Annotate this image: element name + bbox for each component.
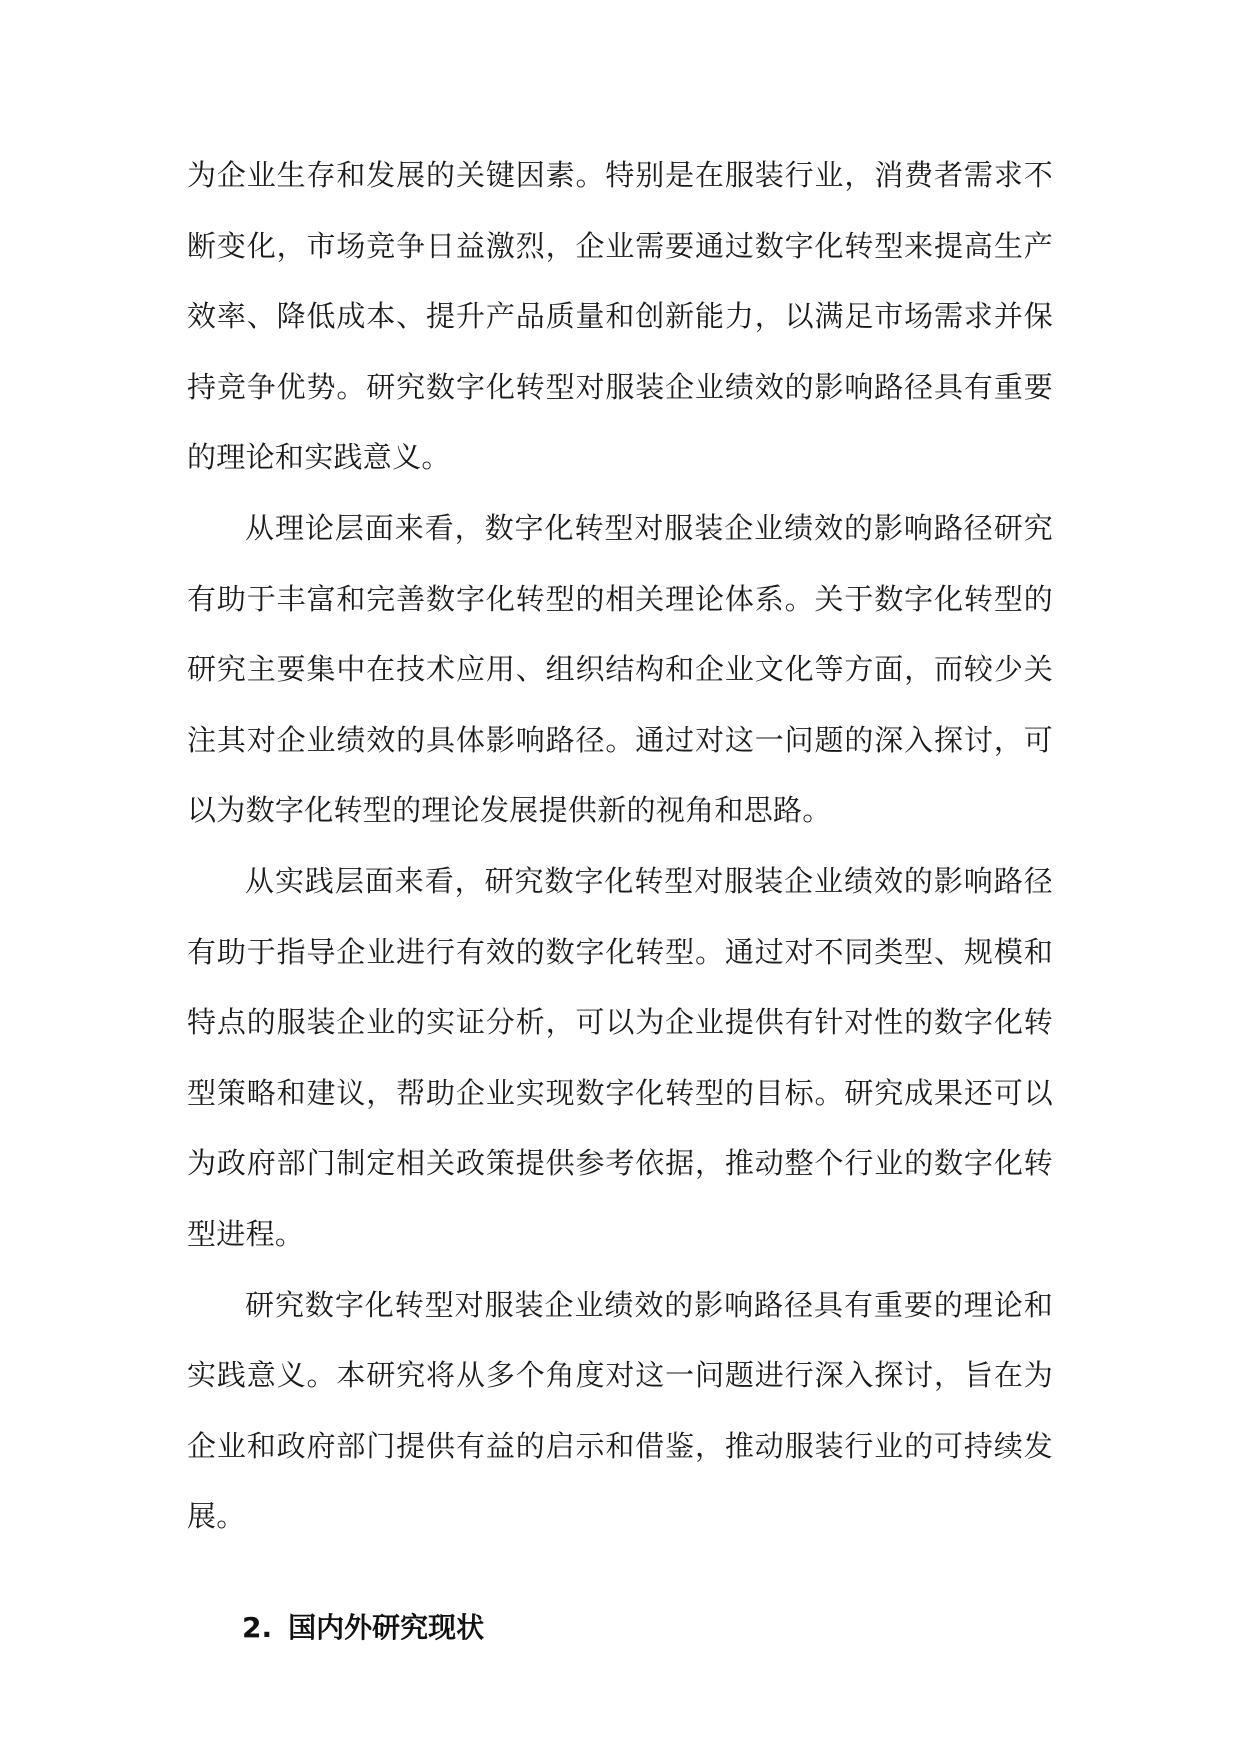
paragraph-summary: 研究数字化转型对服装企业绩效的影响路径具有重要的理论和实践意义。本研究将从多个角度对这一问题进行深入探讨，旨在为企业和政府部门提供有益的启示和借鉴，推动服装行业的可持续发展。 bbox=[187, 1287, 1053, 1534]
paragraph-continuation: 为企业生存和发展的关键因素。特别是在服装行业，消费者需求不断变化，市场竞争日益激烈，企业需要通过数字化转型来提高生产效率、降低成本、提升产品质量和创新能力，以满足市场需求并保持竞争优势。研究数字化转型对服装企业绩效的影响路径具有重要的理论和实践意义。 bbox=[187, 158, 1053, 475]
section-heading bbox=[187, 1608, 1053, 1648]
body-text bbox=[187, 140, 1053, 1648]
section-title: 国内外研究现状 bbox=[288, 1610, 485, 1644]
section-number: 2. bbox=[242, 1610, 273, 1644]
paragraph-practice: 从实践层面来看，研究数字化转型对服装企业绩效的影响路径有助于指导企业进行有效的数字化转型。通过对不同类型、规模和特点的服装企业的实证分析，可以为企业提供有针对性的数字化转型策略和建议，帮助企业实现数字化转型的目标。研究成果还可以为政府部门制定相关政策提供参考依据，推动整个行业的数字化转型进程。 bbox=[187, 863, 1053, 1251]
paragraph-theory: 从理论层面来看，数字化转型对服装企业绩效的影响路径研究有助于丰富和完善数字化转型的相关理论体系。关于数字化转型的研究主要集中在技术应用、组织结构和企业文化等方面，而较少关注其对企业绩效的具体影响路径。通过对这一问题的深入探讨，可以为数字化转型的理论发展提供新的视角和思路。 bbox=[187, 510, 1053, 828]
